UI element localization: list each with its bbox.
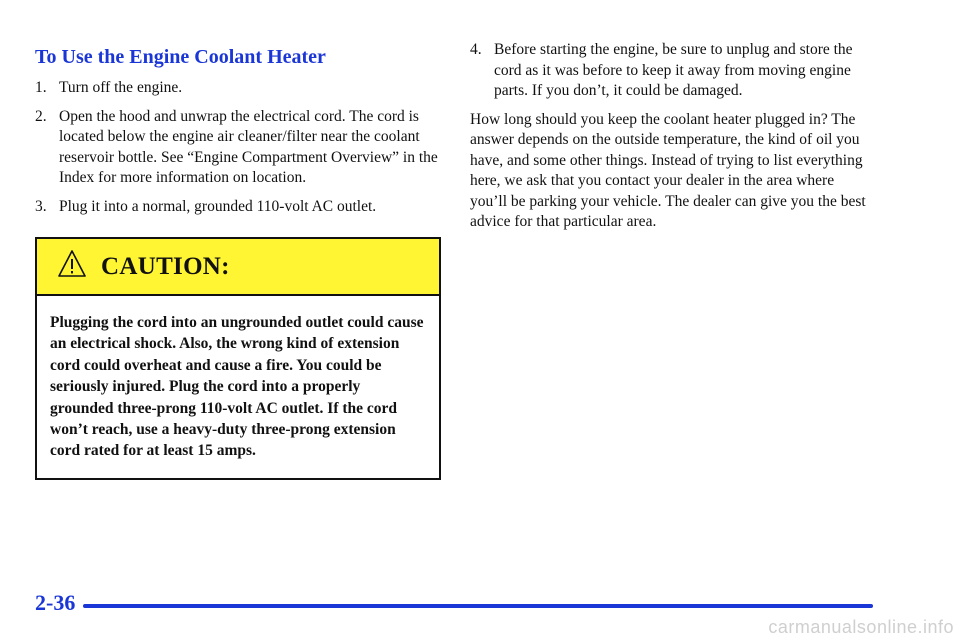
step-number: 4. <box>470 41 482 58</box>
step-number: 3. <box>35 197 47 215</box>
body-paragraph: How long should you keep the coolant heater plugged in? The answer depends on the outside temperature, the kind of oil you have, and some other things. Instead of trying to list everything here, we ask that you contact your dealer in the area where you’ll be parking your vehicle. The dealer can give you the best advice for that particular area. <box>470 110 866 230</box>
section-title: To Use the Engine Coolant Heater <box>35 46 326 68</box>
step-text: Turn off the engine. <box>59 79 183 96</box>
page-number: 2-36 <box>35 590 76 615</box>
step-text: Before starting the engine, be sure to unplug and store the cord as it was before to keep it away from moving engine parts. If you don’t, it could be damaged. <box>494 41 853 99</box>
caution-title: CAUTION: <box>101 252 230 280</box>
caution-text: Plugging the cord into an ungrounded outlet could cause an electrical shock. Also, the wrong kind of extension cord could overheat and cause a fire. You could be seriously injured. Plug the cord into a properly grounded three‐prong 110‐volt AC outlet. If the cord won’t reach, use a heavy‐duty three‐prong extension cord rated for at least 15 amps. <box>50 314 424 460</box>
step-3 <box>35 197 443 218</box>
watermark: carmanualsonline.info <box>768 617 954 637</box>
caution-box <box>35 237 441 480</box>
right-column <box>470 40 870 233</box>
step-2 <box>35 107 443 189</box>
step-text: Plug it into a normal, grounded 110‐volt AC outlet. <box>59 197 377 215</box>
left-column <box>35 40 443 480</box>
footer-rule <box>83 604 873 608</box>
page-footer <box>35 590 875 624</box>
caution-header <box>37 239 439 296</box>
step-number: 1. <box>35 79 47 96</box>
warning-triangle-icon <box>57 249 87 279</box>
step-number: 2. <box>35 107 47 125</box>
step-text: Open the hood and unwrap the electrical cord. The cord is located below the engine air cleaner/filter near the coolant reservoir bottle. See “Engine Compartment Overview” in the Index for more information on location. <box>59 107 438 186</box>
step-1 <box>35 78 443 99</box>
step-4 <box>470 40 870 102</box>
